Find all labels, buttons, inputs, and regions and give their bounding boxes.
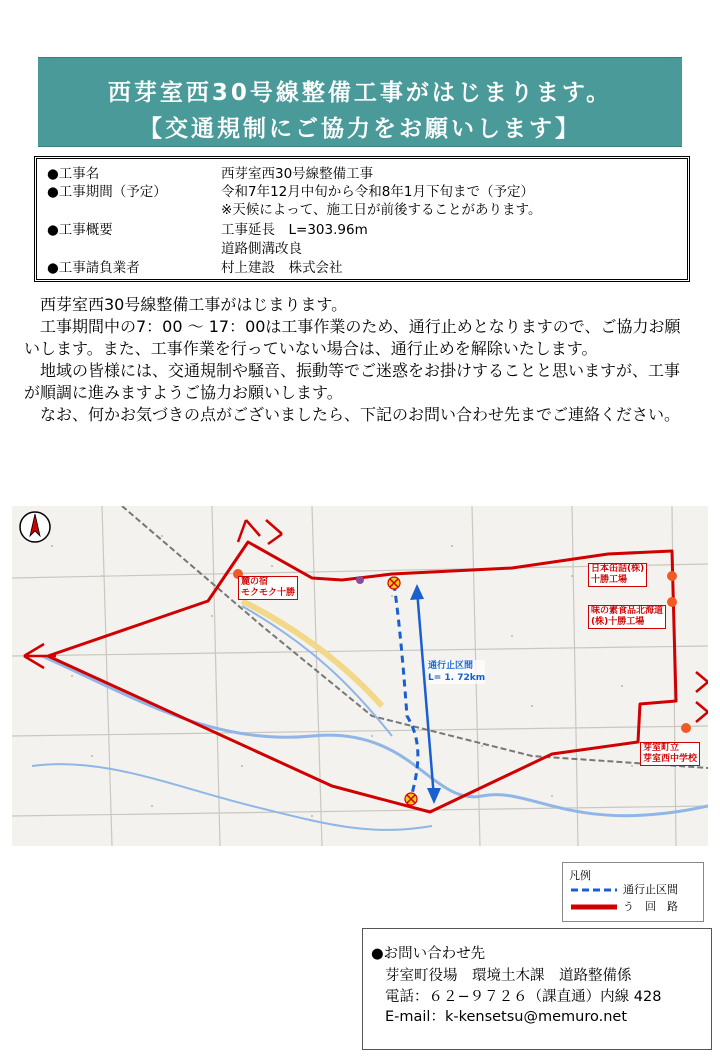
closure-marker-icon	[388, 577, 400, 589]
location-dot-icon	[681, 723, 691, 733]
landmark-dot-icon	[356, 576, 364, 584]
arrow-down-icon	[427, 788, 441, 804]
info-value: 村上建設 株式会社	[221, 260, 343, 276]
info-value: 道路側溝改良	[221, 241, 302, 257]
label-line: L= 1. 72km	[428, 673, 486, 683]
title-banner	[38, 57, 682, 147]
legend-row-detour	[569, 900, 697, 914]
closed-length-line	[417, 590, 434, 798]
detour-arrow-icon	[238, 520, 260, 542]
label-line: 通行止区間	[428, 661, 474, 671]
route-map-graphic	[12, 506, 708, 846]
label-nihon-kanzume	[588, 563, 647, 587]
legend-label: 通行止区間	[623, 883, 678, 896]
contact-email: E-mail：k-kensetsu@memuro.net	[385, 1009, 628, 1025]
detour-arrow-icon	[266, 520, 282, 544]
info-value: ※天候によって、施工日が前後することがあります。	[221, 202, 542, 218]
info-key: ●工事名	[47, 166, 100, 182]
label-line: 芽室西中学校	[643, 754, 698, 764]
info-value: 令和7年12月中旬から令和8年1月下旬まで（予定）	[221, 184, 534, 200]
info-row	[47, 201, 681, 219]
location-dot-icon	[667, 571, 677, 581]
contact-phone: 電話：６２−９７２６（課直通）内線 428	[385, 989, 662, 1005]
detour-arrow-icon	[24, 644, 56, 668]
closed-section-label	[428, 660, 485, 684]
label-mokumoku	[238, 576, 298, 600]
label-line: 日本缶詰(株)	[591, 564, 645, 574]
road-grid	[12, 506, 708, 846]
legend-row-closed	[569, 883, 697, 897]
title-line-1: 西芽室西30号線整備工事がはじまります。	[107, 80, 613, 106]
info-row	[47, 183, 681, 201]
label-line: 麓の宿	[241, 577, 269, 587]
info-key: ●工事期間（予定）	[47, 184, 167, 200]
closure-marker-icon	[405, 793, 417, 805]
legend-label: う 回 路	[623, 900, 678, 913]
label-school	[640, 742, 700, 766]
info-row	[47, 259, 681, 277]
north-arrow-icon	[18, 510, 52, 544]
dashed-line-icon	[569, 883, 619, 897]
label-line: 十勝工場	[591, 575, 628, 585]
info-row	[47, 221, 681, 239]
closed-section-route	[394, 584, 418, 801]
contact-box	[362, 928, 712, 1050]
label-ajinomoto	[588, 605, 666, 629]
arrow-up-icon	[410, 584, 424, 600]
label-line: 味の素食品北海道	[591, 606, 664, 616]
body-paragraph: 工事期間中の7：00 〜 17：00は工事作業のため、通行止めとなりますので、ご協力お願いします。また、工事作業を行っていない場合は、通行止めを解除いたします。	[24, 317, 681, 358]
body-paragraph: 西芽室西30号線整備工事がはじまります。	[40, 295, 348, 314]
label-line: (株)十勝工場	[591, 617, 645, 627]
contact-department: 芽室町役場 環境土木課 道路整備係	[385, 968, 632, 984]
construction-info-box	[34, 156, 690, 282]
label-line: モクモク十勝	[241, 588, 296, 598]
body-text	[24, 294, 692, 426]
location-dot-icon	[667, 597, 677, 607]
river	[42, 656, 708, 816]
info-value: 工事延長 L=303.96m	[221, 222, 368, 238]
legend-title: 凡例	[569, 869, 591, 882]
info-key: ●工事請負業者	[47, 260, 140, 276]
detour-arrow-icon	[696, 702, 708, 722]
info-row	[47, 240, 681, 258]
title-line-2: 【交通規制にご協力をお願いします】	[139, 116, 581, 142]
info-value: 西芽室西30号線整備工事	[221, 166, 374, 182]
label-line: 芽室町立	[643, 743, 680, 753]
solid-line-icon	[569, 900, 619, 914]
route-map	[12, 506, 708, 846]
map-legend	[562, 862, 704, 922]
info-row	[47, 165, 681, 183]
body-paragraph: なお、何かお気づきの点がございましたら、下記のお問い合わせ先までご連絡ください。	[40, 405, 681, 424]
detour-arrow-icon	[696, 672, 708, 692]
info-key: ●工事概要	[47, 222, 113, 238]
body-paragraph: 地域の皆様には、交通規制や騒音、振動等でご迷惑をお掛けすることと思いますが、工事が順調に進みますようご協力お願いします。	[24, 361, 681, 402]
contact-heading: ●お問い合わせ先	[371, 946, 486, 962]
